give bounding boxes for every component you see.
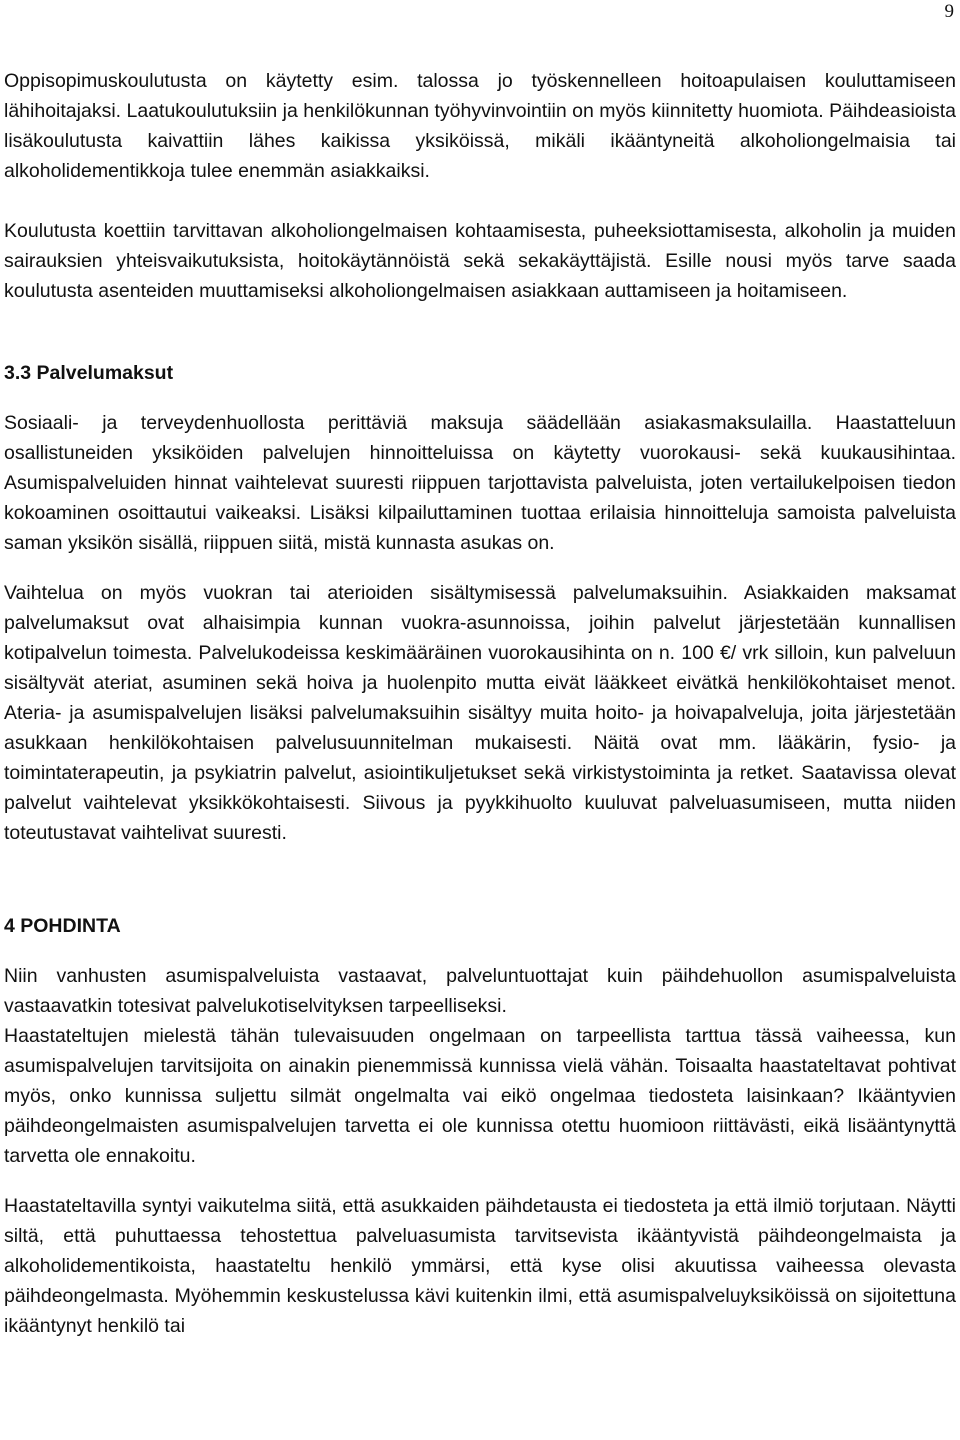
section-heading-4: 4 POHDINTA	[4, 915, 121, 937]
section-4-paragraph-2: Haastateltujen mielestä tähän tulevaisuuden ongelmaan on tarpeellista tarttua tässä vaiheessa, kun asumispalvelujen tarvitsijoita on ainakin pienemmissä kunnissa vielä vähän. Toisaalta haastateltavat pohtivat myös, onko kunnissa suljettu silmät ongelmalta vai eikö ongelmaa tiedosteta laisinkaan? Ikääntyvien päihdeongelmaisten asumispalvelujen tarvetta ei ole kunnissa otettu huomioon riittävästi, eikä lisääntynyttä tarvetta ole ennakoitu.	[4, 1025, 956, 1167]
intro-paragraph-1: Oppisopimuskoulutusta on käytetty esim. talossa jo työskennelleen hoitoapulaisen kouluttamiseen lähihoitajaksi. Laatukoulutuksiin ja henkilökunnan työhyvinvointiin on myös kiinnitetty huomiota. Päihdeasioista lisäkoulutusta kaivattiin lähes kaikissa yksiköissä, mikäli ikääntyneitä alkoholiongelmaisia tai alkoholidementikkoja tulee enemmän asiakkaiksi.	[4, 70, 956, 182]
intro-paragraph-2: Koulutusta koettiin tarvittavan alkoholiongelmaisen kohtaamisesta, puheeksiottamisesta, alkoholin ja muiden sairauksien yhteisvaikutuksista, hoitokäytännöistä sekä sekakäyttäjistä. Esille nousi myös tarve saada koulutusta asenteiden muuttamiseksi alkoholiongelmaisen asiakkaan auttamiseen ja hoitamiseen.	[4, 220, 956, 302]
document-body	[4, 66, 956, 1341]
section-heading-3-3: 3.3 Palvelumaksut	[4, 362, 174, 384]
section-4-paragraph-3: Haastateltavilla syntyi vaikutelma siitä, että asukkaiden päihdetausta ei tiedosteta ja että ilmiö torjutaan. Näytti siltä, että puhuttaessa tehostettua palveluasumista tarvitsevista ikääntyvistä päihdeongelmaista ja alkoholidementikoista, haastateltu henkilö ymmärsi, että kyse olisi akuutissa vaiheessa olevasta päihdeongelmasta. Myöhemmin keskustelussa kävi kuitenkin ilmi, että asumispalveluyksiköissä on sijoitettuna ikääntynyt henkilö tai	[4, 1195, 956, 1337]
section-4-paragraph-1: Niin vanhusten asumispalveluista vastaavat, palveluntuottajat kuin päihdehuollon asumispalveluista vastaavatkin totesivat palvelukotiselvityksen tarpeelliseksi.	[4, 965, 956, 1017]
section-3-3-paragraph-2: Vaihtelua on myös vuokran tai aterioiden sisältymisessä palvelumaksuihin. Asiakkaiden maksamat palvelumaksut ovat alhaisimpia kunnan vuokra-asunnoissa, joihin palvelut järjestetään kunnallisen kotipalvelun toimesta. Palvelukodeissa keskimääräinen vuorokausihinta on n. 100 €/ vrk silloin, kun palveluun sisältyvät ateriat, asuminen sekä hoiva ja huolenpito mutta eivät lääkkeet eivätkä henkilökohtaiset menot. Ateria- ja asumispalvelujen lisäksi palvelumaksuihin sisältyy muita hoito- ja hoivapalveluja, joita järjestetään asukkaan henkilökohtaisen palvelusuunnitelman mukaisesti. Näitä ovat mm. lääkärin, fysio- ja toimintaterapeutin, ja psykiatrin palvelut, asiointikuljetukset sekä virkistystoiminta ja retket. Saatavissa olevat palvelut vaihtelevat yksikkökohtaisesti. Siivous ja pyykkihuolto kuuluvat palveluasumiseen, mutta niiden toteutustavat vaihtelivat suuresti.	[4, 582, 956, 844]
page-number: 9	[944, 1, 954, 22]
section-3-3-paragraph-1: Sosiaali- ja terveydenhuollosta perittäviä maksuja säädellään asiakasmaksulailla. Haastatteluun osallistuneiden yksiköiden palvelujen hinnoitteluissa on käytetty vuorokausi- sekä kuukausihintaa. Asumispalveluiden hinnat vaihtelevat suuresti riippuen tarjottavista palveluista, joten vertailukelpoisen tiedon kokoaminen osoittautui vaikeaksi. Lisäksi kilpailuttaminen tuottaa erilaisia hinnoitteluja samoista palveluista saman yksikön sisällä, riippuen siitä, mistä kunnasta asukas on.	[4, 412, 956, 554]
